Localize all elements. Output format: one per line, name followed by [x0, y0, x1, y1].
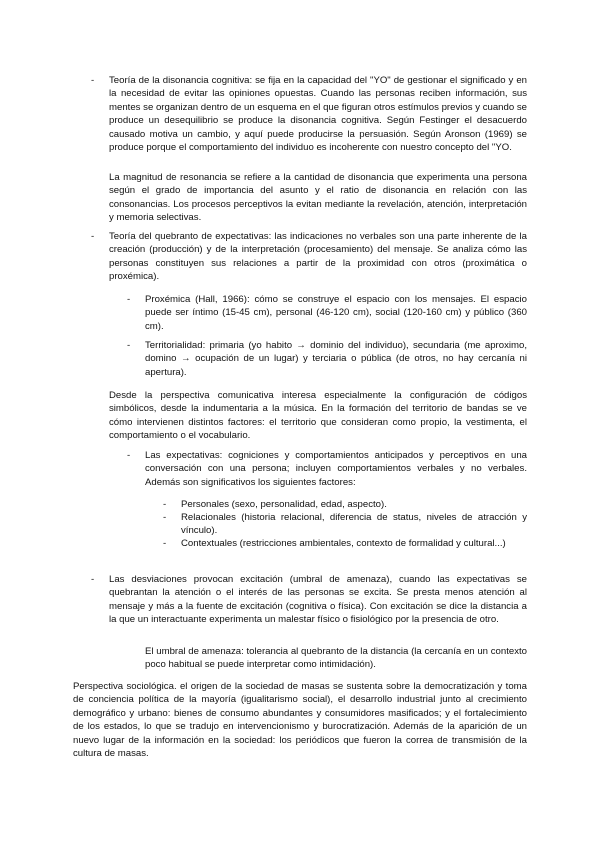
subitem-proxemica — [145, 293, 527, 333]
factor-personales-text: Personales (sexo, personalidad, edad, aspecto). — [181, 499, 387, 510]
paragraph-perspectiva-comunicativa — [109, 389, 527, 443]
section-desviaciones-text: Las desviaciones provocan excitación (umbral de amenaza), cuando las expectativas se quebrantan la atención o el interés de las personas se excita. Se presta menos atención al mensaje y más a la fuente de excitación (cognitiva o física). Con excitación se dice la distancia a la que un interactuante experimenta un malestar físico o fisiológico por la presencia de otro. — [109, 574, 527, 626]
paragraph-perspectiva-sociologica — [73, 680, 527, 760]
bullet-dash: - — [127, 294, 131, 305]
bullet-dash: - — [127, 450, 131, 461]
bullet-dash: - — [91, 75, 95, 86]
bullet-dash: - — [163, 499, 167, 510]
section-disonancia-cognitiva — [109, 74, 527, 154]
section-desviaciones — [109, 573, 527, 627]
paragraph-umbral-amenaza — [145, 645, 527, 672]
paragraph-perspectiva-comunicativa-text: Desde la perspectiva comunicativa interesa especialmente la configuración de códigos simbólicos, desde la indumentaria a la música. En la formación del territorio de bandas se ve cómo intervienen distintos factores: el territorio que consideran como propio, la vestimenta, el comportamiento o el vocabulario. — [109, 390, 527, 442]
factor-contextuales — [181, 537, 527, 550]
factor-contextuales-text: Contextuales (restricciones ambientales, contexto de formalidad y cultural...) — [181, 538, 506, 549]
paragraph-magnitud-resonancia — [109, 171, 527, 225]
section-disonancia-text: Teoría de la disonancia cognitiva: se fija en la capacidad del "YO" de gestionar el significado y en la necesidad de evitar las opiniones opuestas. Cuando las personas reciben información, sus mentes se organizan dentro de un esquema en el que figuran otros estímulos previos y cuando se produce un desequilibrio se produce la disonancia cognitiva. Según Festinger el desacuerdo causado motiva un cambio, y aquí puede producirse la persuasión. Según Aronson (1969) se produce porque el comportamiento del individuo es incoherente con nuestro concepto del "YO. — [109, 75, 527, 154]
bullet-dash: - — [163, 512, 167, 523]
section-quebranto-expectativas — [109, 230, 527, 284]
section-quebranto-text: Teoría del quebranto de expectativas: las indicaciones no verbales son una parte inherente de la creación (producción) y de la interpretación (procesamiento) del mensaje. Se analiza cómo las personas constituyen sus relaciones a partir de la proximidad con otros (proximática o proxémica). — [109, 231, 527, 283]
subitem-expectativas — [145, 449, 527, 489]
paragraph-perspectiva-sociologica-text: Perspectiva sociológica. el origen de la sociedad de masas se sustenta sobre la democratización y toma de conciencia política de la mayoría (igualitarismo social), el desarrollo industrial junto al crecimiento demográfico y urbano: bienes de consumo abundantes y consumidores masificados; y el fortalecimiento de los estados, lo que se tradujo en intervencionismo y burocratización. Además de la aparición de un nuevo lugar de la información en la sociedad: los periódicos que fueron la correa de transmisión de la cultura de masas. — [73, 681, 527, 760]
subitem-territorialidad-text: Territorialidad: primaria (yo habito → dominio del individuo), secundaria (me aproximo, domino → ocupación de un lugar) y terciaria o pública (de otros, no hay cercanía ni apertura). — [145, 340, 527, 378]
factor-personales — [181, 498, 527, 511]
subitem-proxemica-text: Proxémica (Hall, 1966): cómo se construye el espacio con los mensajes. El espacio puede ser íntimo (15-45 cm), personal (46-120 cm), social (120-160 cm) y público (360 cm). — [145, 294, 527, 332]
subitem-expectativas-text: Las expectativas: cogniciones y comportamientos anticipados y perceptivos en una conversación con una persona; incluyen comportamientos verbales y no verbales. Además son significativos los siguientes factores: — [145, 450, 527, 488]
bullet-dash: - — [127, 340, 131, 351]
bullet-dash: - — [163, 538, 167, 549]
paragraph-magnitud-text: La magnitud de resonancia se refiere a la cantidad de disonancia que experimenta una persona según el grado de importancia del asunto y el ratio de disonancia en relación con las consonancias. Los procesos perceptivos la evitan mediante la revelación, atención, interpretación y memoria selectivas. — [109, 172, 527, 224]
factor-relacionales-text: Relacionales (historia relacional, diferencia de status, niveles de atracción y vínculo). — [181, 512, 527, 537]
bullet-dash: - — [91, 231, 95, 242]
bullet-dash: - — [91, 574, 95, 585]
factor-relacionales — [181, 511, 527, 538]
paragraph-umbral-text: El umbral de amenaza: tolerancia al quebranto de la distancia (la cercanía en un contexto poco habitual se puede interpretar como intimidación). — [145, 646, 527, 671]
subitem-territorialidad — [145, 339, 527, 379]
